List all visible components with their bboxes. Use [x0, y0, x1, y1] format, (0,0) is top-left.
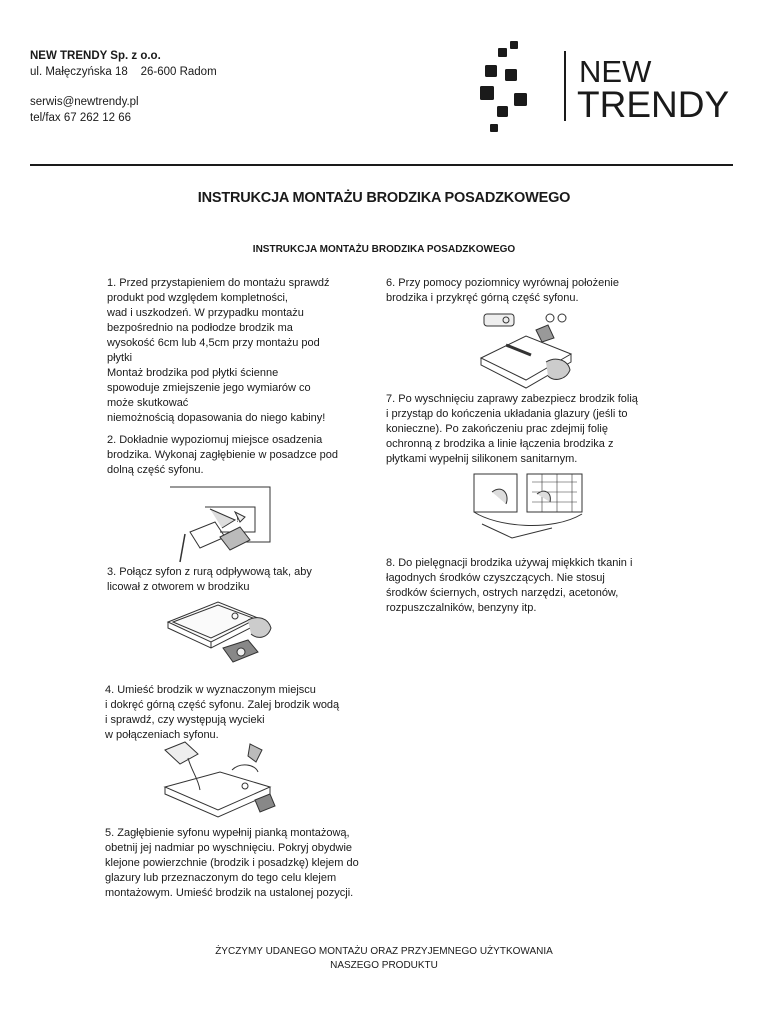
step-1-text: 1. Przed przystapieniem do montażu sprawdź produkt pod względem kompletności, wad i uszkodzeń. W przypadku montażu bezpośrednio na podłodze brodzik ma wysokość 6cm lub 4,5cm przy montażu pod płytki Montaż brodzika pod płytki ścienne spowoduje zmiejszenie jego wymiarów co może skutkować niemożnością dopasowania do niego kabiny! [107, 277, 330, 424]
company-phone: tel/fax 67 262 12 66 [30, 111, 132, 124]
footer-message: ŻYCZYMY UDANEGO MONTAŻU ORAZ PRZYJEMNEGO UŻYTKOWANIA NASZEGO PRODUKTU [215, 946, 553, 971]
step-3-illustration [163, 600, 283, 672]
step-4-illustration [160, 742, 285, 822]
step-8-text: 8. Do pielęgnacji brodzika używaj miękkich tkanin i łagodnych środków czyszczących. Nie stosuj środków ściernych, ostrych narzędzi, acetonów, rozpuszczalników, benzyny itp. [386, 557, 633, 614]
company-info [30, 49, 217, 126]
page-subtitle: INSTRUKCJA MONTAŻU BRODZIKA POSADZKOWEGO [252, 244, 516, 255]
logo-word-trendy: TRENDY [577, 84, 730, 125]
logo-mark-icon [480, 41, 527, 132]
svg-text:!: ! [236, 516, 239, 524]
step-7-illustration [472, 472, 584, 542]
step-5-text: 5. Zagłębienie syfonu wypełnij pianką montażową, obetnij jej nadmiar po wyschnięciu. Pokryj obydwie klejone powierzchnie (brodzik i posadzkę) klejem do glazury lub przeznaczonym do tego celu klejem montażowym. Umieść brodzik na ustalonej pozycji. [105, 827, 359, 899]
step-2-illustration [160, 482, 280, 564]
step-2-text: 2. Dokładnie wypoziomuj miejsce osadzenia brodzika. Wykonaj zagłębienie w posadzce pod dolną część syfonu. [107, 434, 339, 476]
step-3-text: 3. Połącz syfon z rurą odpływową tak, aby licował z otworem w brodziku [107, 566, 312, 593]
step-7-text: 7. Po wyschnięciu zaprawy zabezpiecz brodzik folią i przystąp do kończenia układania glazury (jeśli to konieczne). Po zakończeniu prac zdejmij folię ochronną z brodzika a linie łączenia brodzika z płytkami wypełnij silikonem sanitarnym. [386, 393, 638, 465]
company-email: serwis@newtrendy.pl [30, 96, 139, 108]
company-name: NEW TRENDY Sp. z o.o. [30, 50, 161, 62]
new-trendy-logo [478, 40, 740, 136]
company-address: ul. Małęczyńska 18 26-600 Radom [30, 65, 217, 78]
logo-word-new: NEW [579, 54, 652, 89]
step-6-illustration [476, 310, 581, 392]
step-6-text: 6. Przy pomocy poziomnicy wyrównaj położenie brodzika i przykręć górną część syfonu. [386, 277, 619, 304]
page-title: INSTRUKCJA MONTAŻU BRODZIKA POSADZKOWEGO [197, 190, 571, 206]
header-divider [30, 164, 733, 166]
step-4-text: 4. Umieść brodzik w wyznaczonym miejscu i dokręć górną część syfonu. Zalej brodzik wodą i sprawdź, czy występują wycieki w połączeniach syfonu. [105, 684, 340, 741]
